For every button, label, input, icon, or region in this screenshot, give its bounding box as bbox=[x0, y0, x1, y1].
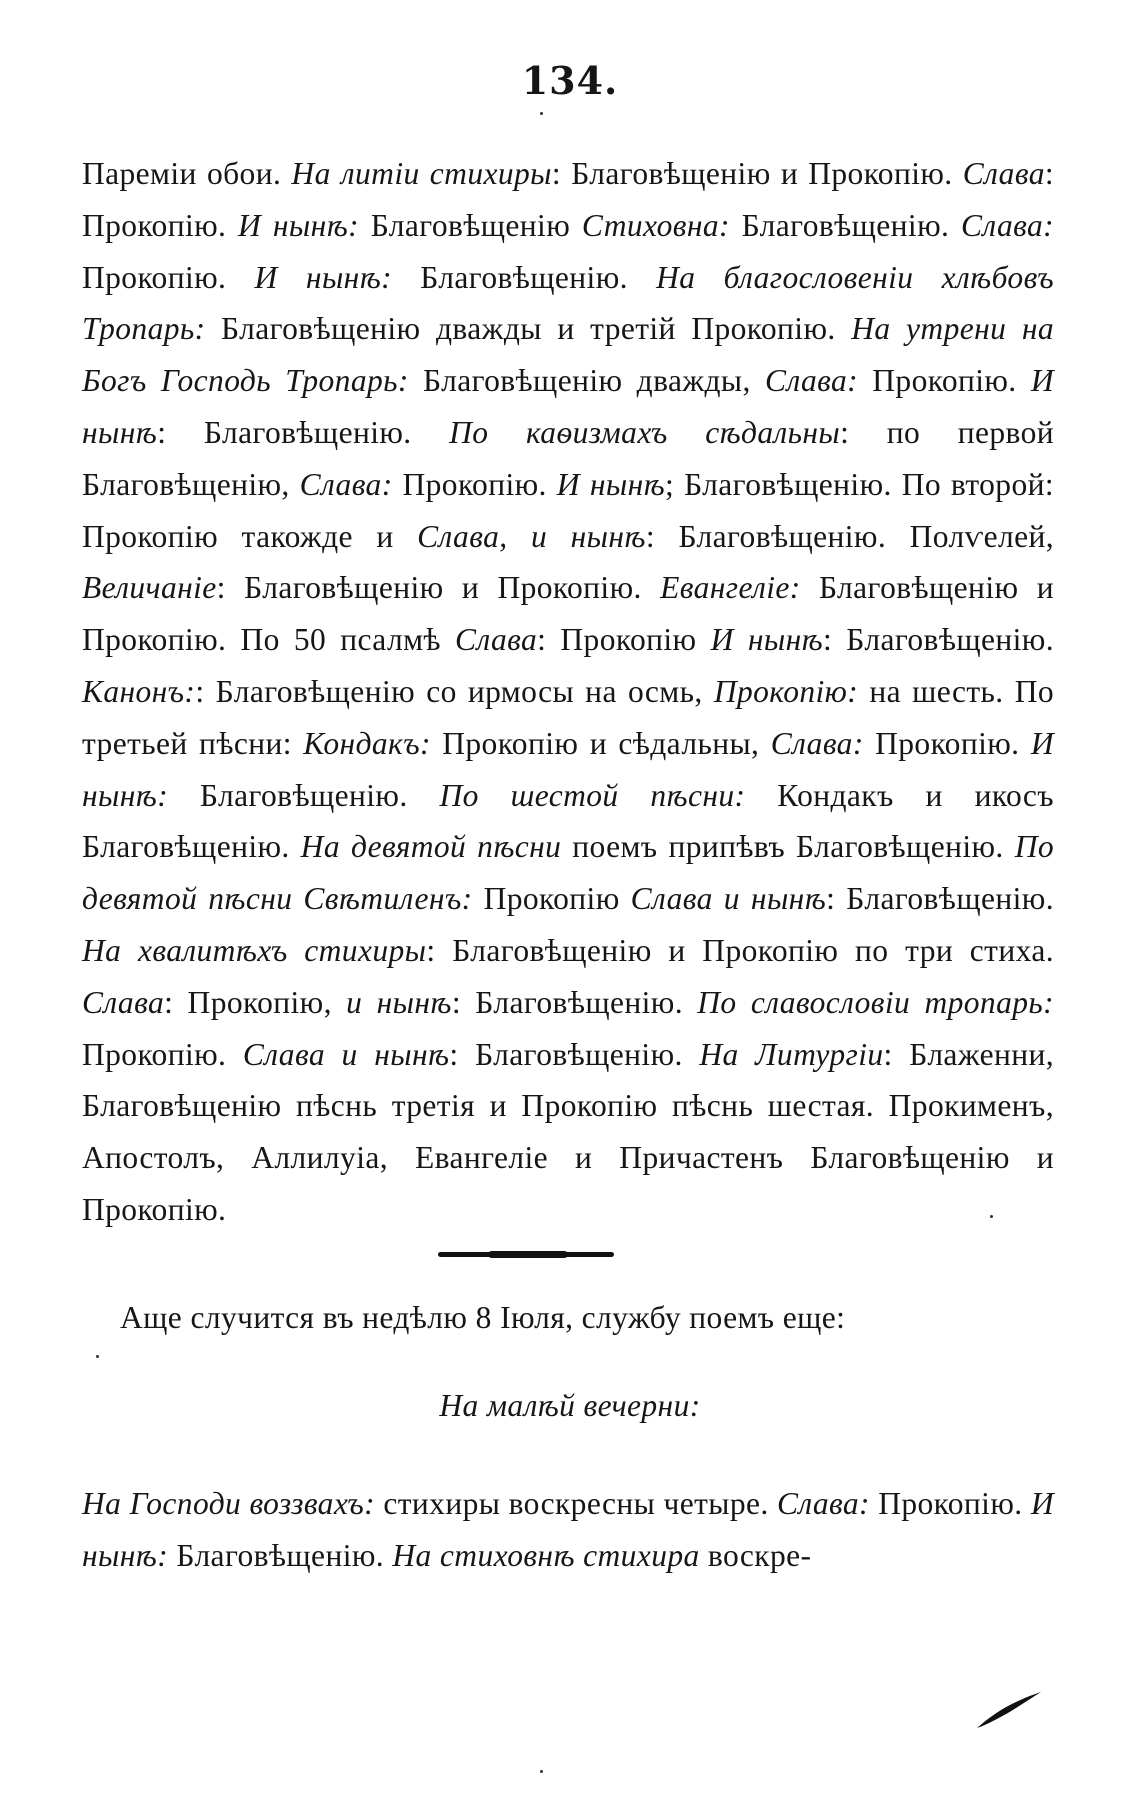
italic-rubric-text: Слава bbox=[82, 984, 165, 1020]
print-speck bbox=[540, 1770, 543, 1773]
italic-rubric-text: Слава: bbox=[776, 1486, 870, 1521]
italic-rubric-text: По шестой пѣсни: bbox=[439, 777, 746, 813]
body-text: : Прокопію. bbox=[82, 156, 1054, 243]
body-text: Кондакъ и икосъ Благовѣщенію. bbox=[82, 777, 1054, 865]
italic-rubric-text: и нынѣ bbox=[346, 984, 452, 1020]
print-speck bbox=[990, 1215, 993, 1218]
body-text: Благовѣщенію. bbox=[168, 1537, 393, 1573]
body-text: : Прокопію, bbox=[164, 984, 347, 1020]
body-text: Пареміи обои. bbox=[82, 156, 292, 191]
body-text: Благовѣщенію. bbox=[168, 777, 440, 813]
body-text: Прокопію. bbox=[392, 466, 557, 502]
service-rubric-paragraph bbox=[82, 148, 1054, 1236]
italic-rubric-text: Слава: bbox=[770, 725, 864, 761]
italic-rubric-text: На Литургіи bbox=[699, 1036, 884, 1072]
italic-rubric-text: И нынѣ: bbox=[238, 207, 359, 243]
body-text: : Благовѣщенію и Прокопію по три стиха. bbox=[426, 932, 1054, 968]
body-text: стихиры воскресны четыре. bbox=[375, 1486, 777, 1521]
body-text: : Благовѣщенію. bbox=[823, 622, 1054, 658]
italic-rubric-text: Слава: bbox=[765, 363, 859, 399]
body-text: поемъ припѣвъ Благовѣщенію. bbox=[561, 829, 1015, 865]
italic-rubric-text: По каѳизмахъ сѣдальны bbox=[449, 414, 841, 450]
body-text: Прокопію. bbox=[863, 725, 1031, 761]
italic-rubric-text: И нынѣ bbox=[556, 466, 666, 502]
italic-rubric-text: И нынѣ bbox=[710, 622, 824, 658]
italic-rubric-text: Канонъ: bbox=[82, 673, 196, 709]
body-text: Благовѣщенію bbox=[359, 207, 582, 243]
body-text: ; Благовѣщенію. По второй: Прокопію такожде и bbox=[82, 466, 1054, 554]
italic-rubric-text: И нынѣ: bbox=[82, 1486, 1054, 1573]
italic-rubric-text: На Господи воззвахъ: bbox=[82, 1486, 376, 1521]
italic-rubric-text: И нынѣ: bbox=[82, 725, 1055, 813]
italic-rubric-text: На литіи стихиры bbox=[291, 156, 552, 191]
body-text: : Прокопію bbox=[537, 622, 711, 658]
body-text: : Благовѣщенію и Прокопію. bbox=[551, 156, 963, 191]
body-text: : Благовѣщенію. bbox=[157, 414, 450, 450]
body-text: воскре- bbox=[699, 1537, 812, 1573]
italic-rubric-text: Кондакъ: bbox=[303, 725, 431, 761]
body-text: : Благовѣщенію. bbox=[826, 881, 1054, 917]
page-number: 134. bbox=[521, 58, 619, 103]
italic-rubric-text: Слава и нынѣ bbox=[630, 881, 827, 917]
body-text: Благовѣщенію и Прокопію. По 50 псалмѣ bbox=[82, 570, 1054, 658]
italic-rubric-text: Слава и нынѣ bbox=[242, 1036, 450, 1072]
body-text: Прокопію bbox=[472, 881, 631, 917]
lead-line: Аще случится въ недѣлю 8 Іюля, службу поемъ еще: bbox=[120, 1300, 846, 1335]
body-text: : Благовѣщенію. Полѵелей, bbox=[645, 518, 1054, 554]
body-text: Прокопію. bbox=[869, 1486, 1031, 1521]
vespers-paragraph bbox=[82, 1478, 1054, 1582]
italic-rubric-text: Слава bbox=[962, 156, 1045, 191]
italic-rubric-text: Стиховна: bbox=[581, 207, 730, 243]
body-text: Благовѣщенію дважды и третій Прокопію. bbox=[205, 311, 852, 347]
body-text: Благовѣщенію. bbox=[729, 207, 962, 243]
section-divider bbox=[438, 1252, 614, 1257]
italic-rubric-text: На утрени на Богъ Господь Тропарь: bbox=[82, 311, 1055, 399]
body-text: : Благовѣщенію. bbox=[449, 1036, 700, 1072]
italic-rubric-text: Прокопію: bbox=[713, 673, 859, 709]
italic-rubric-text: По славословіи тропарь: bbox=[697, 984, 1054, 1020]
body-text: : Благовѣщенію со ирмосы на осмь, bbox=[195, 673, 714, 709]
body-text: : Благовѣщенію. bbox=[451, 984, 698, 1020]
italic-rubric-text: Величаніе bbox=[82, 570, 217, 606]
italic-rubric-text: Слава: bbox=[299, 466, 393, 502]
body-text: : по первой Благовѣщенію, bbox=[82, 414, 1054, 502]
body-text: Прокопію. bbox=[82, 259, 255, 295]
body-text: : Благовѣщенію и Прокопію. bbox=[216, 570, 661, 606]
body-text: на шесть. По третьей пѣсни: bbox=[82, 673, 1054, 761]
print-speck bbox=[96, 1355, 99, 1358]
italic-rubric-text: На благословеніи хлѣбовъ Тропарь: bbox=[82, 259, 1054, 347]
italic-rubric-text: И нынѣ: bbox=[254, 259, 392, 295]
body-text: Благовѣщенію дважды, bbox=[408, 363, 766, 399]
italic-rubric-text: На девятой пѣсни bbox=[300, 829, 562, 865]
body-text: Прокопію и сѣдальны, bbox=[430, 725, 771, 761]
body-text: Прокопію. bbox=[82, 1036, 243, 1072]
italic-rubric-text: По девятой пѣсни Свѣтиленъ: bbox=[82, 829, 1054, 917]
italic-rubric-text: Слава, и нынѣ bbox=[417, 518, 646, 554]
section-heading: На малѣй вечерни: bbox=[439, 1388, 701, 1423]
body-text: Прокопію. bbox=[858, 363, 1031, 399]
print-speck bbox=[540, 112, 543, 115]
italic-rubric-text: Слава bbox=[455, 622, 538, 658]
quill-mark-icon bbox=[975, 1690, 1045, 1730]
italic-rubric-text: И нынѣ bbox=[82, 363, 1054, 450]
body-text: Благовѣщенію. bbox=[392, 259, 657, 295]
italic-rubric-text: Слава: bbox=[961, 207, 1054, 243]
italic-rubric-text: На стиховнѣ стихира bbox=[392, 1537, 700, 1573]
italic-rubric-text: На хвалитѣхъ стихиры bbox=[82, 932, 427, 968]
body-text: : Блаженни, Благовѣщенію пѣснь третія и Прокопію пѣснь шестая. Прокименъ, Апостолъ, Аллилуіа, Евангеліе и Причастенъ Благовѣщенію и Прокопію. bbox=[82, 1036, 1054, 1227]
italic-rubric-text: Евангеліе: bbox=[660, 570, 801, 606]
